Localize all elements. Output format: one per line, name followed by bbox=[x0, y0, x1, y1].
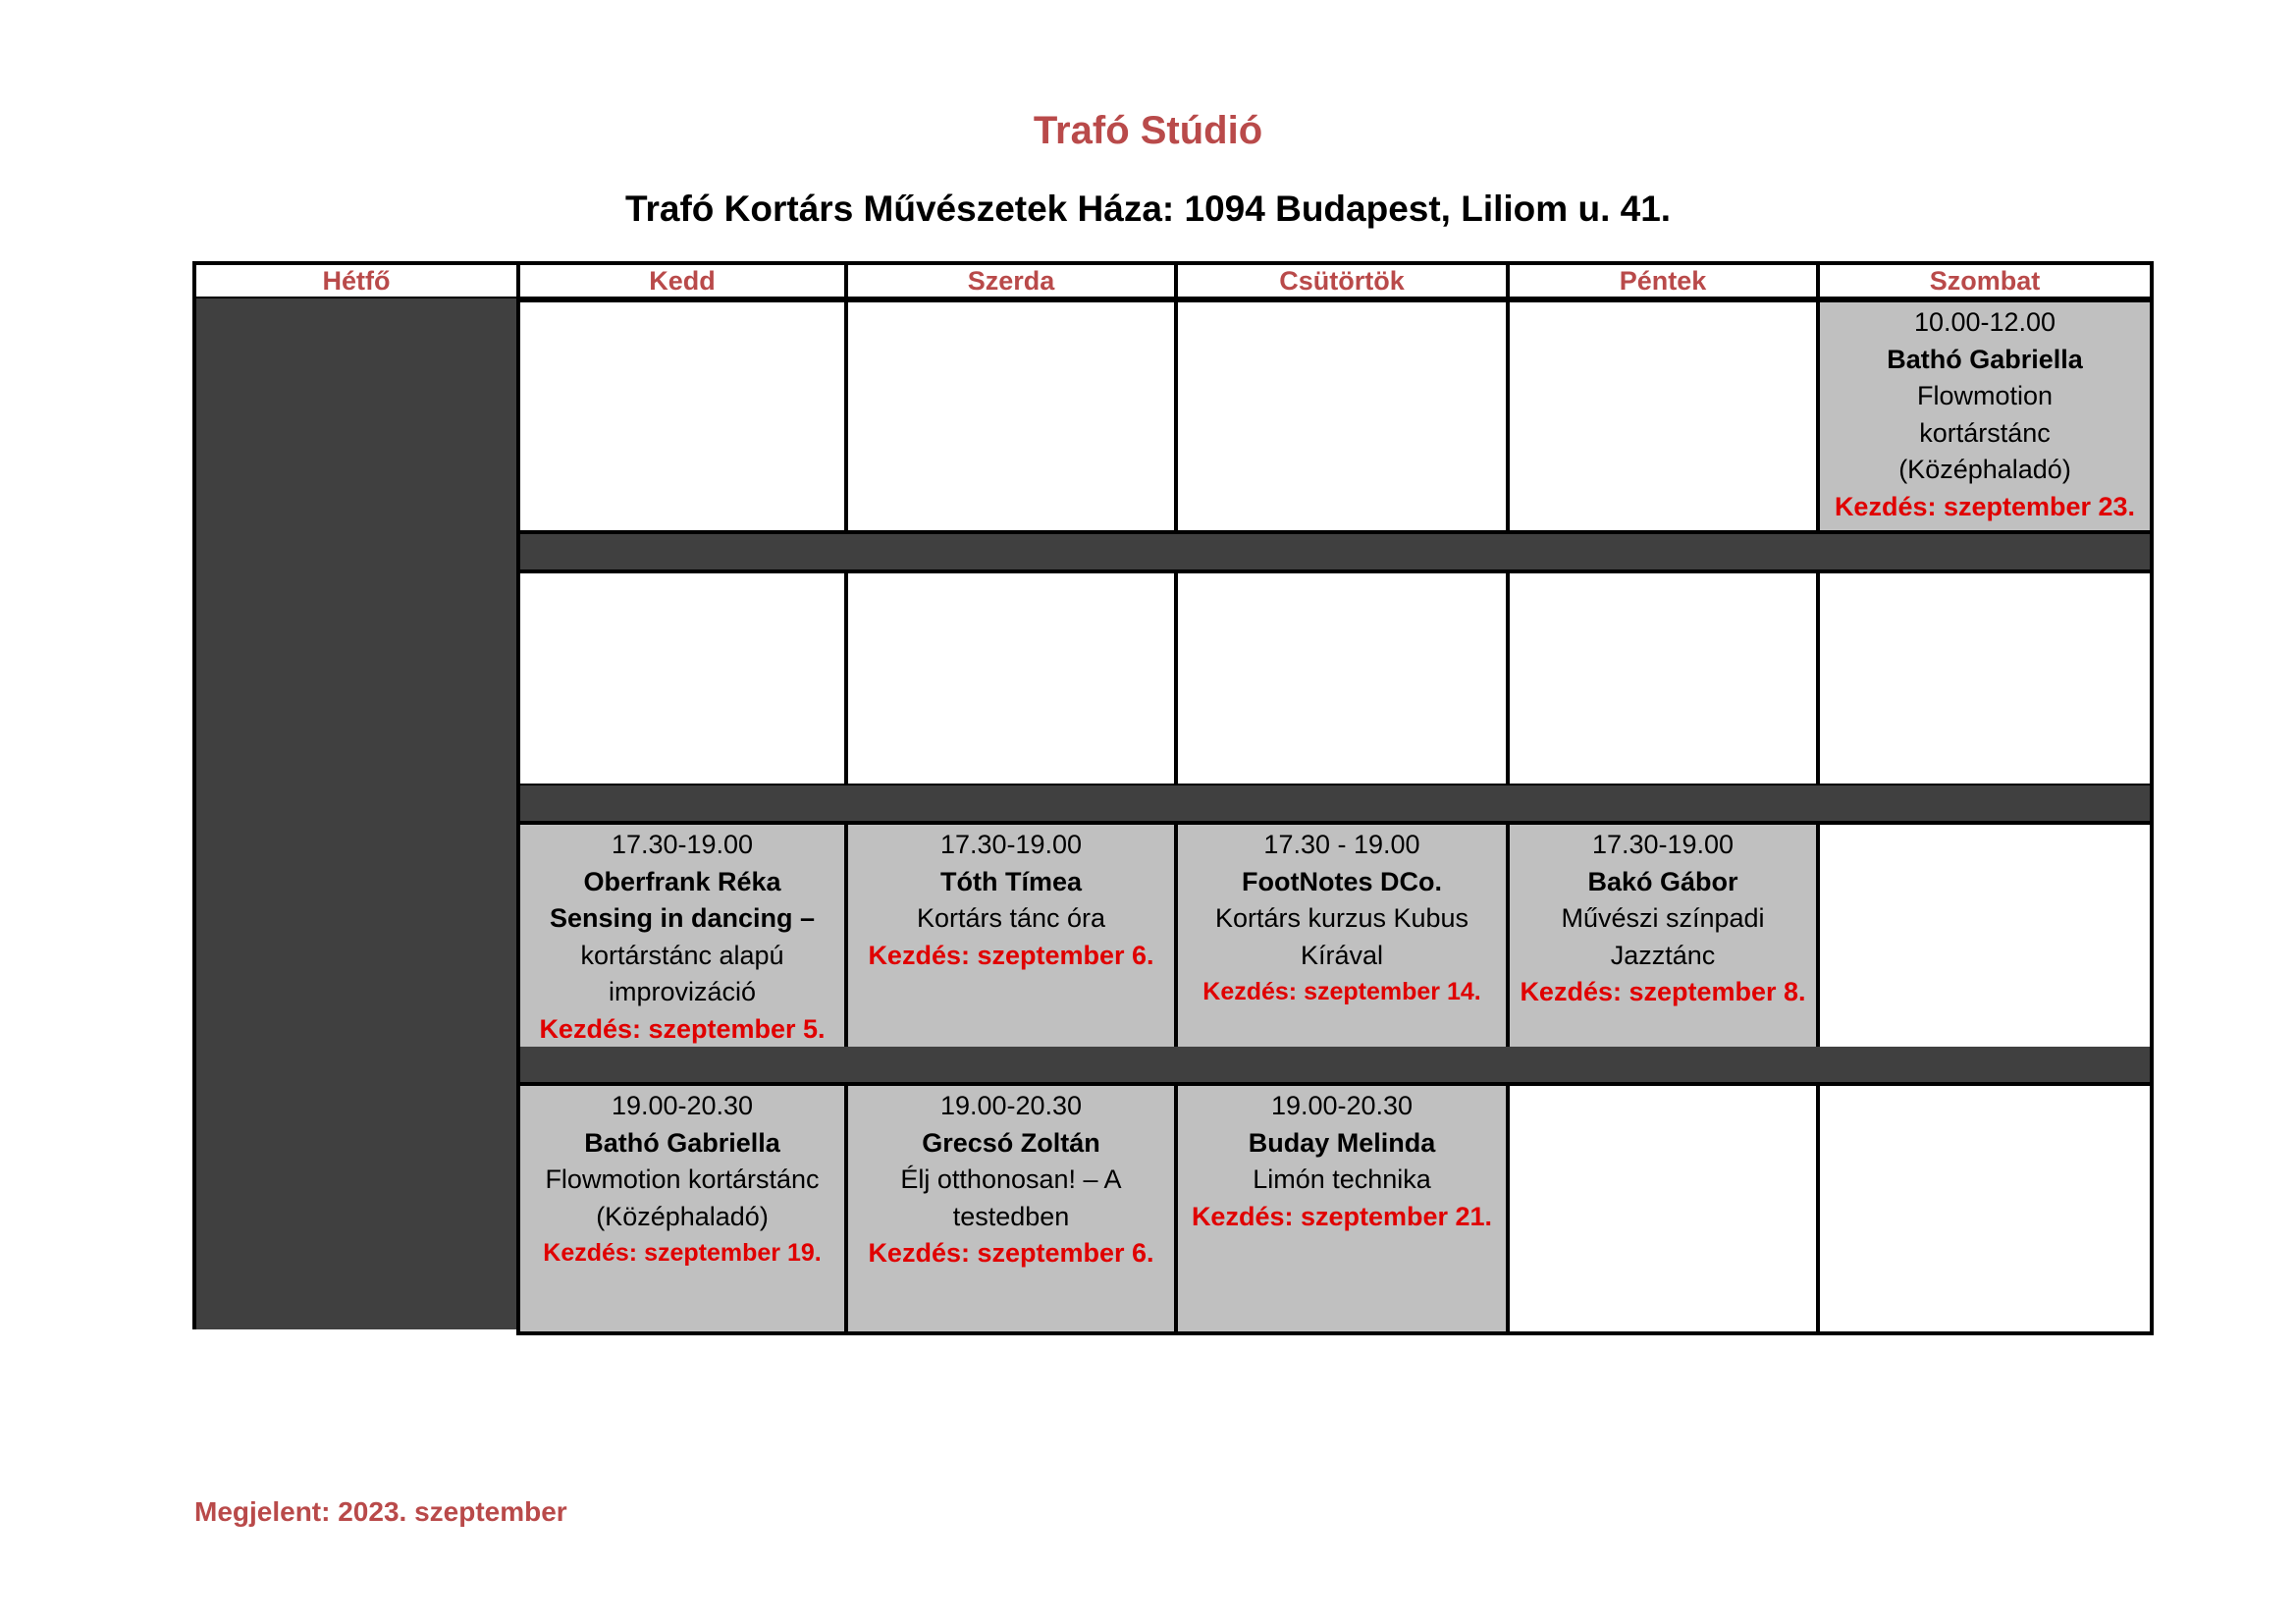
class-title: Élj otthonosan! – A bbox=[900, 1164, 1122, 1194]
class-start-date: Kezdés: szeptember 5. bbox=[539, 1013, 826, 1044]
schedule-grid bbox=[192, 261, 2154, 1335]
class-title: Limón technika bbox=[1253, 1164, 1431, 1194]
class-time: 19.00-20.30 bbox=[1270, 1091, 1414, 1120]
friday-slot-4 bbox=[1506, 1082, 1820, 1335]
class-title-2: Jazztánc bbox=[1610, 940, 1716, 970]
monday-closed-block bbox=[192, 298, 520, 1329]
class-title: Kortárs tánc óra bbox=[916, 903, 1106, 933]
class-title: Művészi színpadi bbox=[1561, 903, 1765, 933]
saturday-class-bathó bbox=[1816, 298, 2154, 534]
venue-address: Trafó Kortárs Művészetek Háza: 1094 Budapest, Liliom u. 41. bbox=[624, 189, 1672, 229]
row-separator-1 bbox=[516, 534, 2154, 573]
row-separator-3 bbox=[516, 1047, 2154, 1086]
class-teacher: Bathó Gabriella bbox=[1887, 344, 2083, 374]
class-teacher: Bathó Gabriella bbox=[584, 1127, 780, 1158]
class-time: 19.00-20.30 bbox=[939, 1091, 1083, 1120]
day-header-wednesday: Szerda bbox=[844, 261, 1178, 300]
thursday-slot-1 bbox=[1174, 298, 1510, 534]
class-time: 17.30-19.00 bbox=[939, 830, 1083, 859]
thursday-slot-2 bbox=[1174, 569, 1510, 787]
class-description-2: improvizáció bbox=[608, 977, 757, 1006]
saturday-slot-2 bbox=[1816, 569, 2154, 787]
class-description: kortárstánc alapú bbox=[580, 940, 784, 970]
class-start-date: Kezdés: szeptember 23. bbox=[1834, 491, 2136, 521]
wednesday-class-toth bbox=[844, 821, 1178, 1051]
tuesday-slot-2 bbox=[516, 569, 848, 787]
friday-slot-2 bbox=[1506, 569, 1820, 787]
wednesday-slot-2 bbox=[844, 569, 1178, 787]
class-teacher: FootNotes DCo. bbox=[1242, 866, 1442, 896]
class-time: 17.30-19.00 bbox=[611, 830, 754, 859]
class-level: (Középhaladó) bbox=[1898, 455, 2071, 484]
class-title: Sensing in dancing – bbox=[549, 903, 816, 933]
class-title-2: testedben bbox=[952, 1201, 1070, 1231]
published-date: Megjelent: 2023. szeptember bbox=[194, 1496, 567, 1527]
class-teacher: Buday Melinda bbox=[1248, 1127, 1436, 1158]
class-title: Flowmotion bbox=[1916, 381, 2054, 410]
tuesday-class-batho bbox=[516, 1082, 848, 1335]
tuesday-slot-1 bbox=[516, 298, 848, 534]
class-start-date: Kezdés: szeptember 8. bbox=[1520, 977, 1806, 1006]
day-header-friday: Péntek bbox=[1506, 261, 1820, 300]
thursday-class-footnotes bbox=[1174, 821, 1510, 1051]
row-separator-2 bbox=[516, 785, 2154, 825]
class-start-date: Kezdés: szeptember 6. bbox=[868, 1238, 1154, 1268]
page-title: Trafó Stúdió bbox=[1033, 109, 1263, 152]
friday-class-bako bbox=[1506, 821, 1820, 1051]
class-start-date: Kezdés: szeptember 19. bbox=[543, 1239, 822, 1267]
class-time: 17.30-19.00 bbox=[1591, 830, 1735, 859]
class-teacher: Tóth Tímea bbox=[939, 866, 1082, 896]
class-start-date: Kezdés: szeptember 6. bbox=[868, 940, 1154, 970]
wednesday-class-grecso bbox=[844, 1082, 1178, 1335]
class-title: Flowmotion kortárstánc bbox=[545, 1164, 820, 1194]
day-header-saturday: Szombat bbox=[1816, 261, 2154, 300]
class-time: 17.30 - 19.00 bbox=[1263, 830, 1420, 859]
tuesday-class-oberfrank bbox=[516, 821, 848, 1051]
thursday-class-buday bbox=[1174, 1082, 1510, 1335]
class-start-date: Kezdés: szeptember 14. bbox=[1202, 978, 1481, 1005]
class-time: 19.00-20.30 bbox=[611, 1091, 754, 1120]
class-title-2: kortárstánc bbox=[1919, 417, 2051, 448]
day-header-thursday: Csütörtök bbox=[1174, 261, 1510, 300]
saturday-slot-4 bbox=[1816, 1082, 2154, 1335]
day-header-tuesday: Kedd bbox=[516, 261, 848, 300]
class-title-2: Kírával bbox=[1300, 940, 1384, 970]
class-level: (Középhaladó) bbox=[596, 1201, 769, 1231]
wednesday-slot-1 bbox=[844, 298, 1178, 534]
class-teacher: Bakó Gábor bbox=[1587, 866, 1738, 896]
friday-slot-1 bbox=[1506, 298, 1820, 534]
class-start-date: Kezdés: szeptember 21. bbox=[1191, 1201, 1493, 1231]
saturday-slot-3 bbox=[1816, 821, 2154, 1051]
class-time: 10.00-12.00 bbox=[1913, 307, 2056, 337]
class-teacher: Grecsó Zoltán bbox=[922, 1127, 1100, 1158]
class-title: Kortárs kurzus Kubus bbox=[1214, 903, 1469, 933]
class-teacher: Oberfrank Réka bbox=[583, 866, 781, 896]
day-header-monday: Hétfő bbox=[192, 261, 520, 300]
